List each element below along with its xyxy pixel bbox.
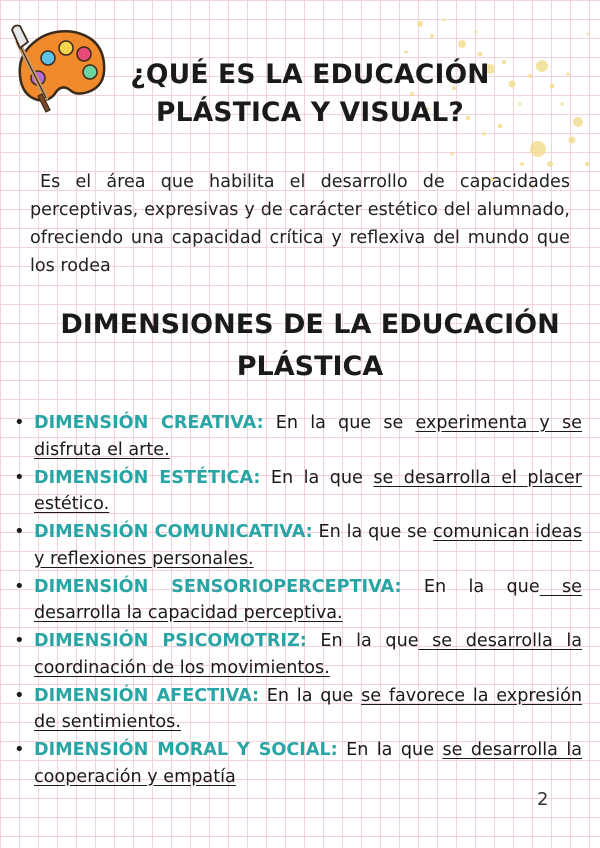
list-item	[14, 519, 583, 572]
bullet-icon: •	[14, 739, 25, 760]
dimension-name: DIMENSIÓN CREATIVA:	[34, 413, 264, 433]
bullet-icon: •	[14, 630, 25, 651]
dimension-lead: En la que	[260, 467, 374, 488]
dimension-name: DIMENSIÓN MORAL Y SOCIAL:	[34, 740, 338, 760]
dimension-lead: En la que	[306, 631, 419, 651]
dimension-lead: En la que	[337, 740, 443, 760]
dimension-lead: En la que	[259, 685, 362, 706]
list-item	[14, 410, 582, 463]
dimension-lead: En la que se	[263, 413, 416, 433]
intro-paragraph: Es el área que habilita el desarrollo de capacidades perceptivas, expresivas y de carácter estético del alumnado, ofreciendo una capacidad crítica y reflexiva del mundo que los rodea	[30, 172, 570, 276]
paint-palette-icon	[8, 20, 108, 124]
dimension-name: DIMENSIÓN ESTÉTICA:	[34, 467, 261, 488]
bullet-icon: •	[14, 521, 25, 542]
list-item	[14, 683, 583, 736]
dimension-detail: se desarrolla la coordinación de los movimientos.	[34, 631, 582, 678]
bullet-icon: •	[14, 684, 25, 706]
bullet-icon: •	[14, 466, 25, 488]
dimension-detail: experimenta y se disfruta el arte.	[34, 413, 582, 460]
dimension-lead: En la que	[401, 576, 540, 597]
dimension-name: DIMENSIÓN PSICOMOTRIZ:	[34, 631, 307, 651]
list-item	[14, 628, 582, 681]
list-item	[14, 737, 582, 790]
dimension-detail: comunican ideas y reflexiones personales.	[34, 522, 583, 569]
section-title: DIMENSIONES DE LA EDUCACIÓN PLÁSTICA	[60, 309, 560, 382]
dimension-detail: se desarrolla la capacidad perceptiva.	[34, 576, 582, 623]
page-title: ¿QUÉ ES LA EDUCACIÓN PLÁSTICA Y VISUAL?	[130, 59, 490, 128]
dimension-lead: En la que se	[312, 522, 433, 542]
bullet-icon: •	[14, 575, 25, 597]
page-number: 2	[537, 789, 549, 810]
dimensions-list	[14, 410, 583, 792]
list-item	[14, 574, 582, 627]
dimension-detail: se favorece la expresión de sentimientos.	[34, 685, 583, 732]
dimension-detail: se desarrolla la cooperación y empatía	[34, 740, 582, 787]
dimension-name: DIMENSIÓN SENSORIOPERCEPTIVA:	[34, 576, 402, 597]
dimension-detail: se desarrolla el placer estético.	[34, 467, 582, 514]
dimension-name: DIMENSIÓN AFECTIVA:	[34, 685, 260, 706]
dimension-name: DIMENSIÓN COMUNICATIVA:	[34, 522, 313, 542]
bullet-icon: •	[14, 412, 25, 433]
list-item	[14, 465, 582, 518]
